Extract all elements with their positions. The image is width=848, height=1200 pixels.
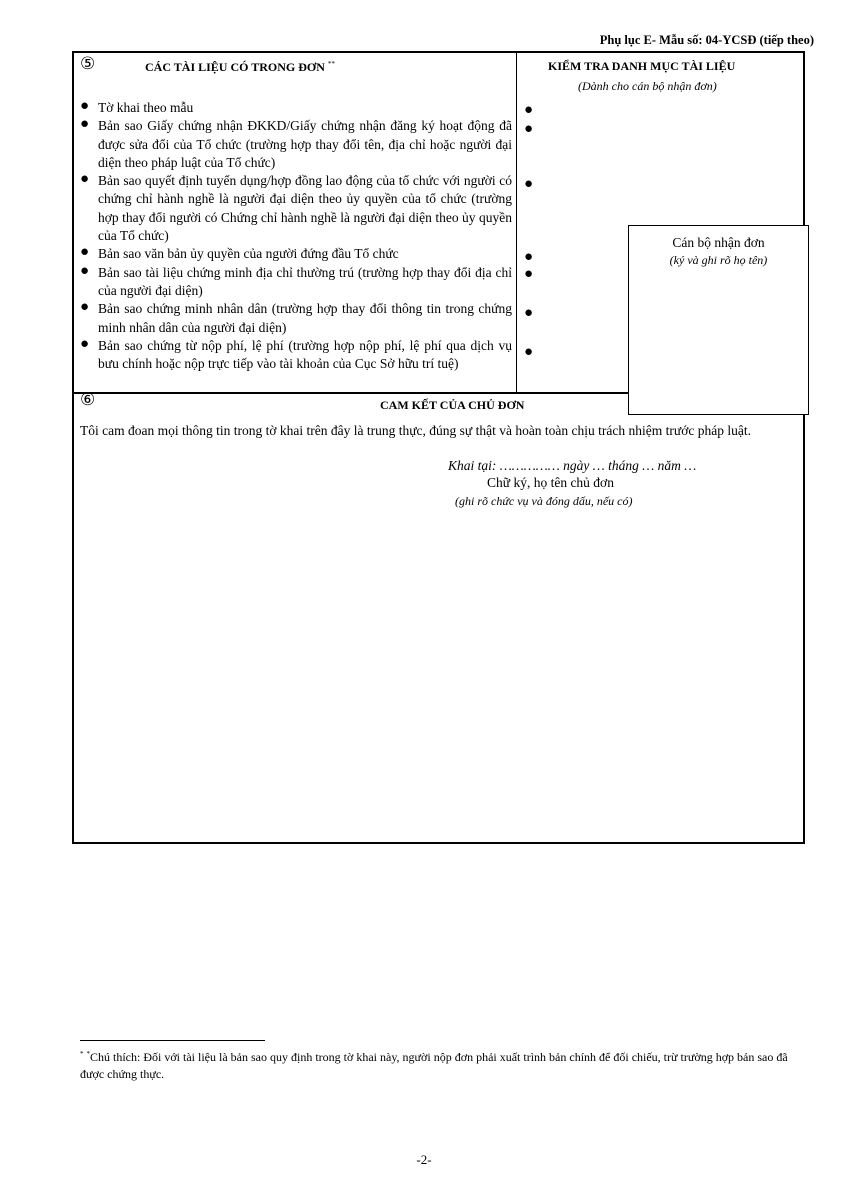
bullet-icon: ● <box>80 98 90 114</box>
check-bullet-icon: ● <box>524 102 534 118</box>
check-bullet-icon: ● <box>524 121 534 137</box>
document-item <box>80 300 512 337</box>
document-item <box>80 264 512 301</box>
document-item-text: Tờ khai theo mẫu <box>98 100 194 115</box>
signature-note: (ghi rõ chức vụ và đóng dấu, nếu có) <box>455 494 633 508</box>
document-item <box>80 172 512 245</box>
document-item <box>80 337 512 374</box>
document-item-text: Bản sao quyết định tuyển dụng/hợp đồng lao động của tổ chức với người có chứng chỉ hành nghề là người đại diện theo ủy quyền của tổ chức (trường hợp thay đổi người có Chứng chỉ hành nghề là người đại diện theo ủy quyền của Tổ chức) <box>98 173 512 244</box>
section5-title <box>145 60 335 75</box>
section6-number: ⑥ <box>80 390 96 410</box>
section5-title-mark: ** <box>327 60 335 68</box>
footnote-mark: * <box>80 1050 84 1058</box>
document-list <box>80 99 512 373</box>
section6-title: CAM KẾT CỦA CHỦ ĐƠN <box>380 398 525 412</box>
footnote-rule <box>80 1040 265 1041</box>
bullet-icon: ● <box>80 262 90 279</box>
page-number: -2- <box>416 1152 432 1167</box>
form-reference: Phụ lục E- Mẫu số: 04-YCSĐ (tiếp theo) <box>599 33 814 47</box>
check-bullet-icon: ● <box>524 249 534 265</box>
checklist-title: KIỂM TRA DANH MỤC TÀI LIỆU <box>548 59 736 73</box>
document-item-text: Bản sao Giấy chứng nhận ĐKKD/Giấy chứng nhận đăng ký hoạt động đã được sửa đổi của Tổ chức (trường hợp thay đổi tên, địa chỉ hoặc người đại diện theo pháp luật của Tổ chức) <box>98 118 512 170</box>
document-item <box>80 99 512 117</box>
bullet-icon: ● <box>80 299 90 316</box>
document-item-text: Bản sao văn bản ủy quyền của người đứng đầu Tổ chức <box>98 246 399 262</box>
bullet-icon: ● <box>80 171 90 188</box>
officer-subtitle: (ký và ghi rõ họ tên) <box>669 253 768 267</box>
footnote: * *Chú thích: Đối với tài liệu là bản sao quy định trong tờ khai này, người nộp đơn phải xuất trình bản chính để đối chiếu, trừ trường hợp bản sao đã được chứng thực. <box>80 1050 788 1081</box>
document-item <box>80 117 512 172</box>
signature-label: Chữ ký, họ tên chủ đơn <box>487 475 614 490</box>
document-item-text: Bản sao chứng từ nộp phí, lệ phí (trường hợp nộp phí, lệ phí qua dịch vụ bưu chính hoặc nộp trực tiếp vào tài khoản của Cục Sở hữu trí tuệ) <box>98 337 512 372</box>
bullet-icon: ● <box>80 244 90 261</box>
checklist-subtitle: (Dành cho cán bộ nhận đơn) <box>578 79 717 93</box>
commitment-statement: Tôi cam đoan mọi thông tin trong tờ khai trên đây là trung thực, đúng sự thật và hoàn toàn chịu trách nhiệm trước pháp luật. <box>80 423 751 438</box>
document-item-text: Bản sao tài liệu chứng minh địa chỉ thường trú (trường hợp thay đổi địa chỉ của người đại diện) <box>98 264 512 298</box>
footnote-text: Chú thích: Đối với tài liệu là bản sao quy định trong tờ khai này, người nộp đơn phải xuất trình bản chính để đối chiếu, trừ trường hợp bản sao đã được chứng thực. <box>80 1050 788 1081</box>
document-item <box>80 245 512 263</box>
check-bullet-icon: ● <box>524 305 534 321</box>
check-bullet-icon: ● <box>524 176 534 192</box>
column-divider <box>516 51 517 393</box>
place-date-line: Khai tại: …………… ngày … tháng … năm … <box>448 458 697 473</box>
check-bullet-icon: ● <box>524 344 534 360</box>
check-bullet-icon: ● <box>524 266 534 282</box>
bullet-icon: ● <box>80 116 90 133</box>
document-item-text: Bản sao chứng minh nhân dân (trường hợp thay đổi thông tin trong chứng minh nhân dân của người đại diện) <box>98 301 512 335</box>
officer-signature-box <box>628 225 809 415</box>
officer-title: Cán bộ nhận đơn <box>672 235 765 250</box>
section5-title-text: CÁC TÀI LIỆU CÓ TRONG ĐƠN <box>145 60 325 74</box>
section5-number: ⑤ <box>80 54 96 74</box>
bullet-icon: ● <box>80 335 90 352</box>
